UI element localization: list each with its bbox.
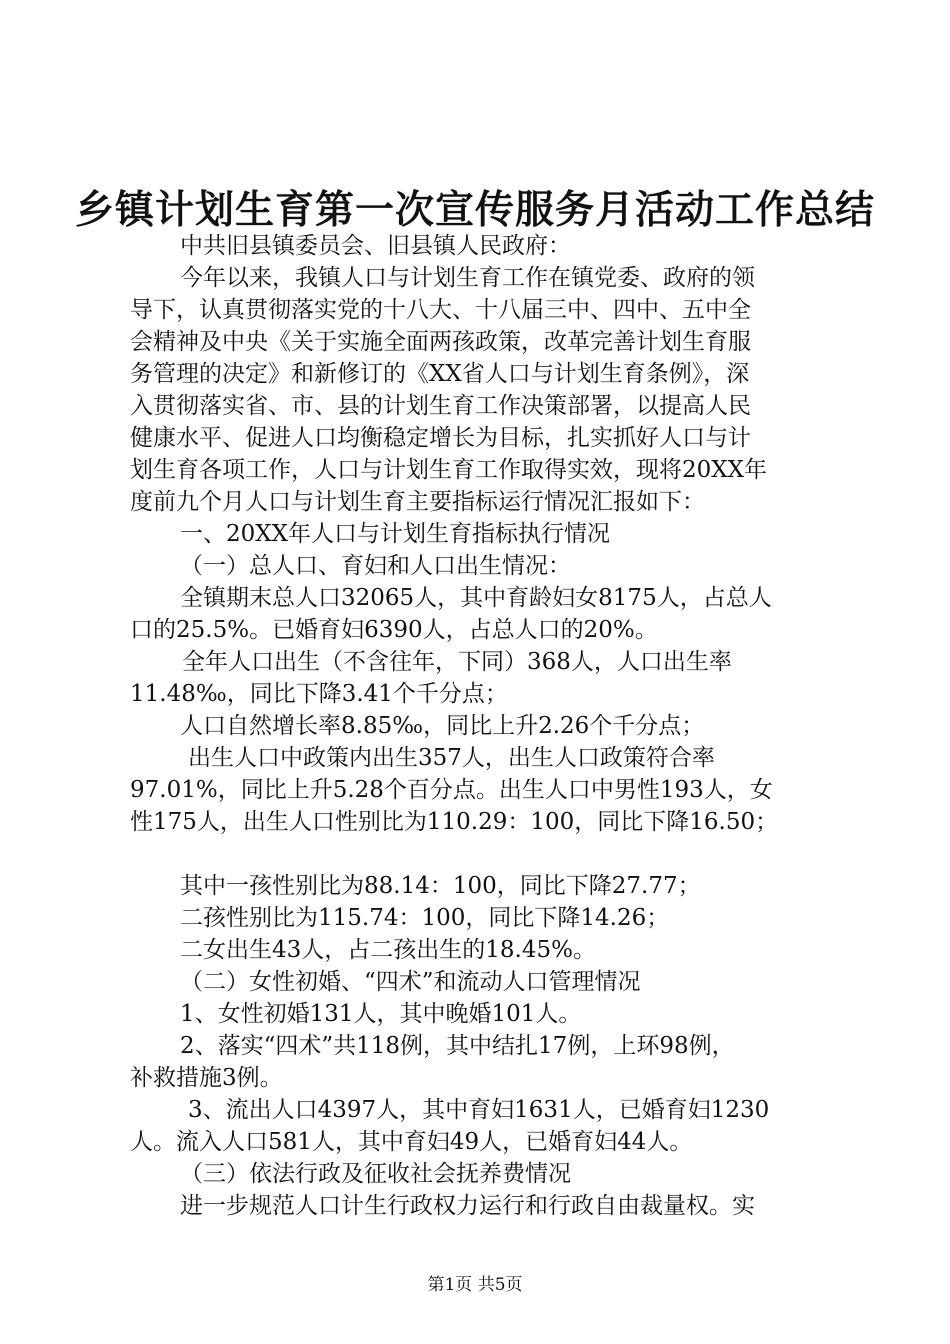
subsection-heading: （三）依法行政及征收社会抚养费情况 (180, 1161, 571, 1187)
paragraph-line: 11.48‰，同比下降3.41个千分点； (130, 681, 508, 707)
paragraph-line: 二女出生43人，占二孩出生的18.45%。 (180, 937, 596, 963)
paragraph-line: 进一步规范人口计生行政权力运行和行政自由裁量权。实 (180, 1193, 755, 1219)
paragraph-line: 今年以来，我镇人口与计划生育工作在镇党委、政府的领 (180, 265, 755, 291)
blank-line (130, 838, 830, 870)
paragraph-line: 导下，认真贯彻落实党的十八大、十八届三中、四中、五中全 (130, 297, 751, 323)
paragraph-line: 人。流入人口581人，其中育妇49人，已婚育妇44人。 (130, 1129, 693, 1155)
page-footer: 第1页 共5页 (427, 1275, 523, 1295)
paragraph-line: 会精神及中央《关于实施全面两孩政策，改革完善计划生育服 (130, 329, 751, 355)
paragraph-line: 二孩性别比为115.74：100，同比下降14.26； (180, 905, 670, 931)
document-body (130, 230, 830, 1222)
paragraph-line: 划生育各项工作，人口与计划生育工作取得实效，现将20XX年 (130, 457, 768, 483)
paragraph-line: 出生人口中政策内出生357人，出生人口政策符合率 (188, 745, 715, 771)
paragraph-line: 其中一孩性别比为88.14：100，同比下降27.77； (180, 873, 701, 899)
paragraph-line: 全镇期末总人口32065人，其中育龄妇女8175人，占总人 (180, 585, 772, 611)
paragraph-line: 人口自然增长率8.85‰，同比上升2.26个千分点； (180, 713, 705, 739)
paragraph-line: 度前九个月人口与计划生育主要指标运行情况汇报如下： (130, 489, 705, 515)
paragraph-line: 补救措施3例。 (130, 1065, 283, 1091)
subsection-heading: （一）总人口、育妇和人口出生情况： (180, 553, 571, 579)
paragraph-line: 入贯彻落实省、市、县的计划生育工作决策部署，以提高人民 (130, 393, 751, 419)
section-heading: 一、20XX年人口与计划生育指标执行情况 (180, 521, 611, 547)
paragraph-line: 口的25.5%。已婚育妇6390人，占总人口的20%。 (130, 617, 658, 643)
document-title: 乡镇计划生育第一次宣传服务月活动工作总结 (74, 187, 875, 233)
paragraph-line: 性175人，出生人口性别比为110.29：100，同比下降16.50； (130, 809, 779, 835)
paragraph-line: 务管理的决定》和新修订的《XX省人口与计划生育条例》，深 (130, 361, 750, 387)
paragraph-line: 2、落实“四术”共118例，其中结扎17例，上环98例， (180, 1033, 735, 1059)
paragraph-line: 健康水平、促进人口均衡稳定增长为目标，扎实抓好人口与计 (130, 425, 751, 451)
salutation-line: 中共旧县镇委员会、旧县镇人民政府： (180, 233, 571, 259)
subsection-heading: （二）女性初婚、“四术”和流动人口管理情况 (180, 969, 641, 995)
paragraph-line: 1、女性初婚131人，其中晚婚101人。 (180, 1001, 582, 1027)
paragraph-line: 97.01%，同比上升5.28个百分点。出生人口中男性193人，女 (130, 777, 773, 803)
paragraph-line: 3、流出人口4397人，其中育妇1631人，已婚育妇1230 (188, 1097, 770, 1123)
paragraph-line: 全年人口出生（不含往年，下同）368人，人口出生率 (182, 649, 732, 675)
